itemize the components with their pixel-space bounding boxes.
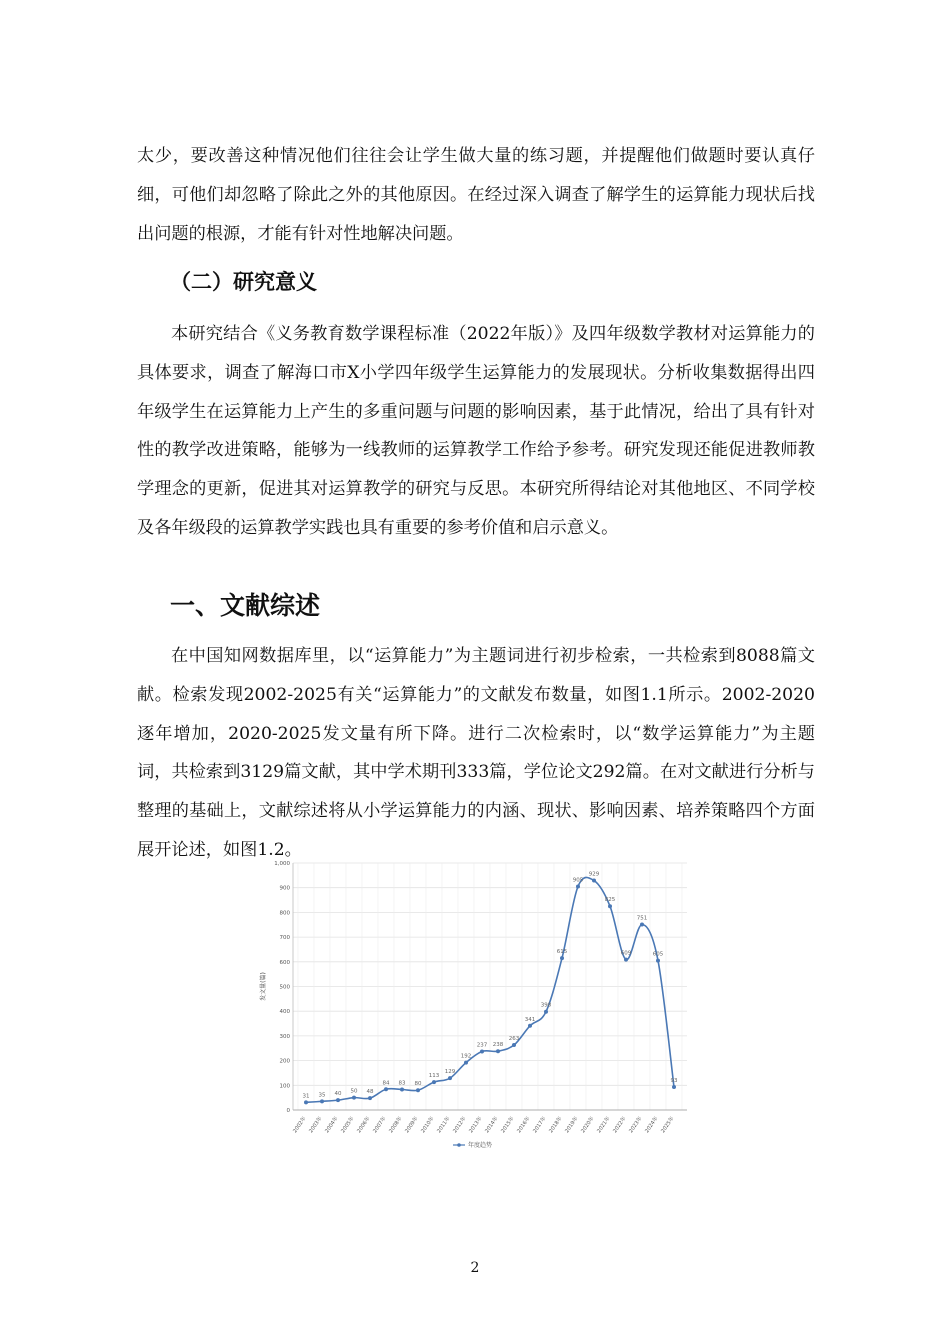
data-point xyxy=(560,956,564,960)
y-tick-label: 200 xyxy=(279,1058,290,1065)
x-tick-label: 2012年 xyxy=(452,1115,468,1135)
legend-marker xyxy=(457,1143,461,1147)
data-point xyxy=(448,1076,452,1080)
y-tick-label: 0 xyxy=(286,1108,290,1114)
data-point xyxy=(336,1098,340,1102)
data-label: 129 xyxy=(444,1069,456,1076)
x-tick-label: 2014年 xyxy=(484,1115,500,1135)
x-tick-label: 2023年 xyxy=(628,1115,644,1135)
data-label: 48 xyxy=(366,1089,374,1096)
y-tick-label: 900 xyxy=(279,885,290,892)
x-tick-label: 2010年 xyxy=(420,1115,436,1135)
x-tick-label: 2009年 xyxy=(404,1115,420,1135)
data-point xyxy=(576,884,580,888)
data-label: 83 xyxy=(398,1080,406,1087)
data-point xyxy=(672,1085,676,1089)
x-tick-label: 2011年 xyxy=(436,1115,452,1135)
data-point xyxy=(496,1049,500,1053)
data-point xyxy=(640,923,644,927)
data-label: 929 xyxy=(588,871,600,878)
x-tick-label: 2005年 xyxy=(340,1115,356,1135)
y-tick-label: 300 xyxy=(279,1033,290,1040)
data-label: 609 xyxy=(620,950,632,957)
y-tick-label: 700 xyxy=(279,935,290,942)
section-heading-significance: （二）研究意义 xyxy=(170,270,317,294)
x-tick-label: 2021年 xyxy=(596,1115,612,1135)
data-label: 398 xyxy=(540,1002,552,1009)
data-point xyxy=(512,1043,516,1047)
data-point xyxy=(432,1080,436,1084)
x-tick-label: 2013年 xyxy=(468,1115,484,1135)
data-label: 84 xyxy=(382,1080,390,1087)
data-label: 238 xyxy=(492,1042,504,1049)
data-label: 825 xyxy=(604,897,616,904)
data-point xyxy=(320,1099,324,1103)
data-point xyxy=(352,1096,356,1100)
literature-paragraph: 在中国知网数据库里，以“运算能力”为主题词进行初步检索，一共检索到8088篇文献。检索发现2002-2025有关“运算能力”的文献发布数量，如图1.1所示。2002-2020逐年增加，2020-2025发文量有所下降。进行二次检索时，以“数学运算能力”为主题词，共检索到3129篇文献，其中学术期刊333篇，学位论文292篇。在对文献进行分析与整理的基础上，文献综述将从小学运算能力的内涵、现状、影响因素、培养策略四个方面展开论述，如图1.2。 xyxy=(137,646,815,860)
data-point xyxy=(592,879,596,883)
x-tick-label: 2004年 xyxy=(324,1115,340,1135)
significance-paragraph: 本研究结合《义务教育数学课程标准（2022年版）》及四年级数学教材对运算能力的具体要求，调查了解海口市X小学四年级学生运算能力的发展现状。分析收集数据得出四年级学生在运算能力上产生的多重问题与问题的影响因素，基于此情况，给出了具有针对性的教学改进策略，能够为一线教师的运算教学工作给予参考。研究发现还能促进教师教学理念的更新，促进其对运算教学的研究与反思。本研究所得结论对其他地区、不同学校及各年级段的运算教学实践也具有重要的参考价值和启示意义。 xyxy=(137,324,815,538)
page-number: 2 xyxy=(470,1260,480,1276)
data-point xyxy=(304,1100,308,1104)
x-tick-label: 2020年 xyxy=(580,1115,596,1135)
y-tick-label: 500 xyxy=(279,984,290,991)
data-point xyxy=(400,1087,404,1091)
x-tick-label: 2007年 xyxy=(372,1115,388,1135)
x-tick-label: 2008年 xyxy=(388,1115,404,1135)
x-tick-label: 2019年 xyxy=(564,1115,580,1135)
data-label: 615 xyxy=(556,949,568,956)
continued-paragraph: 太少，要改善这种情况他们往往会让学生做大量的练习题，并提醒他们做题时要认真仔细，可他们却忽略了除此之外的其他原因。在经过深入调查了解学生的运算能力现状后找出问题的根源，才能有针对性地解决问题。 xyxy=(137,146,815,244)
y-axis-label: 发文量(篇) xyxy=(260,972,267,1001)
legend-label: 年度趋势 xyxy=(468,1142,493,1149)
data-label: 35 xyxy=(318,1092,326,1099)
y-tick-label: 400 xyxy=(279,1009,290,1016)
y-tick-label: 100 xyxy=(279,1083,290,1090)
data-label: 93 xyxy=(670,1078,678,1085)
x-tick-label: 2017年 xyxy=(532,1115,548,1135)
data-point xyxy=(416,1088,420,1092)
data-label: 40 xyxy=(334,1091,342,1098)
x-tick-label: 2025年 xyxy=(660,1115,676,1135)
data-point xyxy=(528,1024,532,1028)
data-point xyxy=(608,904,612,908)
data-point xyxy=(384,1087,388,1091)
data-point xyxy=(464,1061,468,1065)
data-label: 31 xyxy=(302,1093,310,1100)
publication-trend-chart xyxy=(255,855,695,1155)
data-label: 237 xyxy=(476,1042,488,1049)
data-label: 751 xyxy=(636,915,648,922)
x-tick-label: 2024年 xyxy=(644,1115,660,1135)
x-tick-label: 2003年 xyxy=(308,1115,324,1135)
x-tick-label: 2018年 xyxy=(548,1115,564,1135)
data-label: 263 xyxy=(508,1036,520,1043)
chapter-heading-literature-review: 一、文献综述 xyxy=(170,591,321,620)
x-tick-label: 2002年 xyxy=(292,1115,308,1135)
data-point xyxy=(368,1096,372,1100)
x-tick-label: 2022年 xyxy=(612,1115,628,1135)
data-label: 50 xyxy=(350,1088,358,1095)
data-label: 80 xyxy=(414,1081,422,1088)
data-point xyxy=(624,958,628,962)
data-label: 192 xyxy=(460,1053,472,1060)
y-tick-label: 600 xyxy=(279,959,290,966)
data-label: 605 xyxy=(652,951,664,958)
x-tick-label: 2016年 xyxy=(516,1115,532,1135)
data-point xyxy=(656,959,660,963)
data-label: 341 xyxy=(524,1016,536,1023)
data-point xyxy=(480,1049,484,1053)
y-tick-label: 800 xyxy=(279,910,290,917)
x-tick-label: 2015年 xyxy=(500,1115,516,1135)
x-tick-label: 2006年 xyxy=(356,1115,372,1135)
data-label: 905 xyxy=(572,877,584,884)
data-point xyxy=(544,1010,548,1014)
y-tick-label: 1,000 xyxy=(274,861,290,867)
data-label: 113 xyxy=(428,1073,440,1080)
